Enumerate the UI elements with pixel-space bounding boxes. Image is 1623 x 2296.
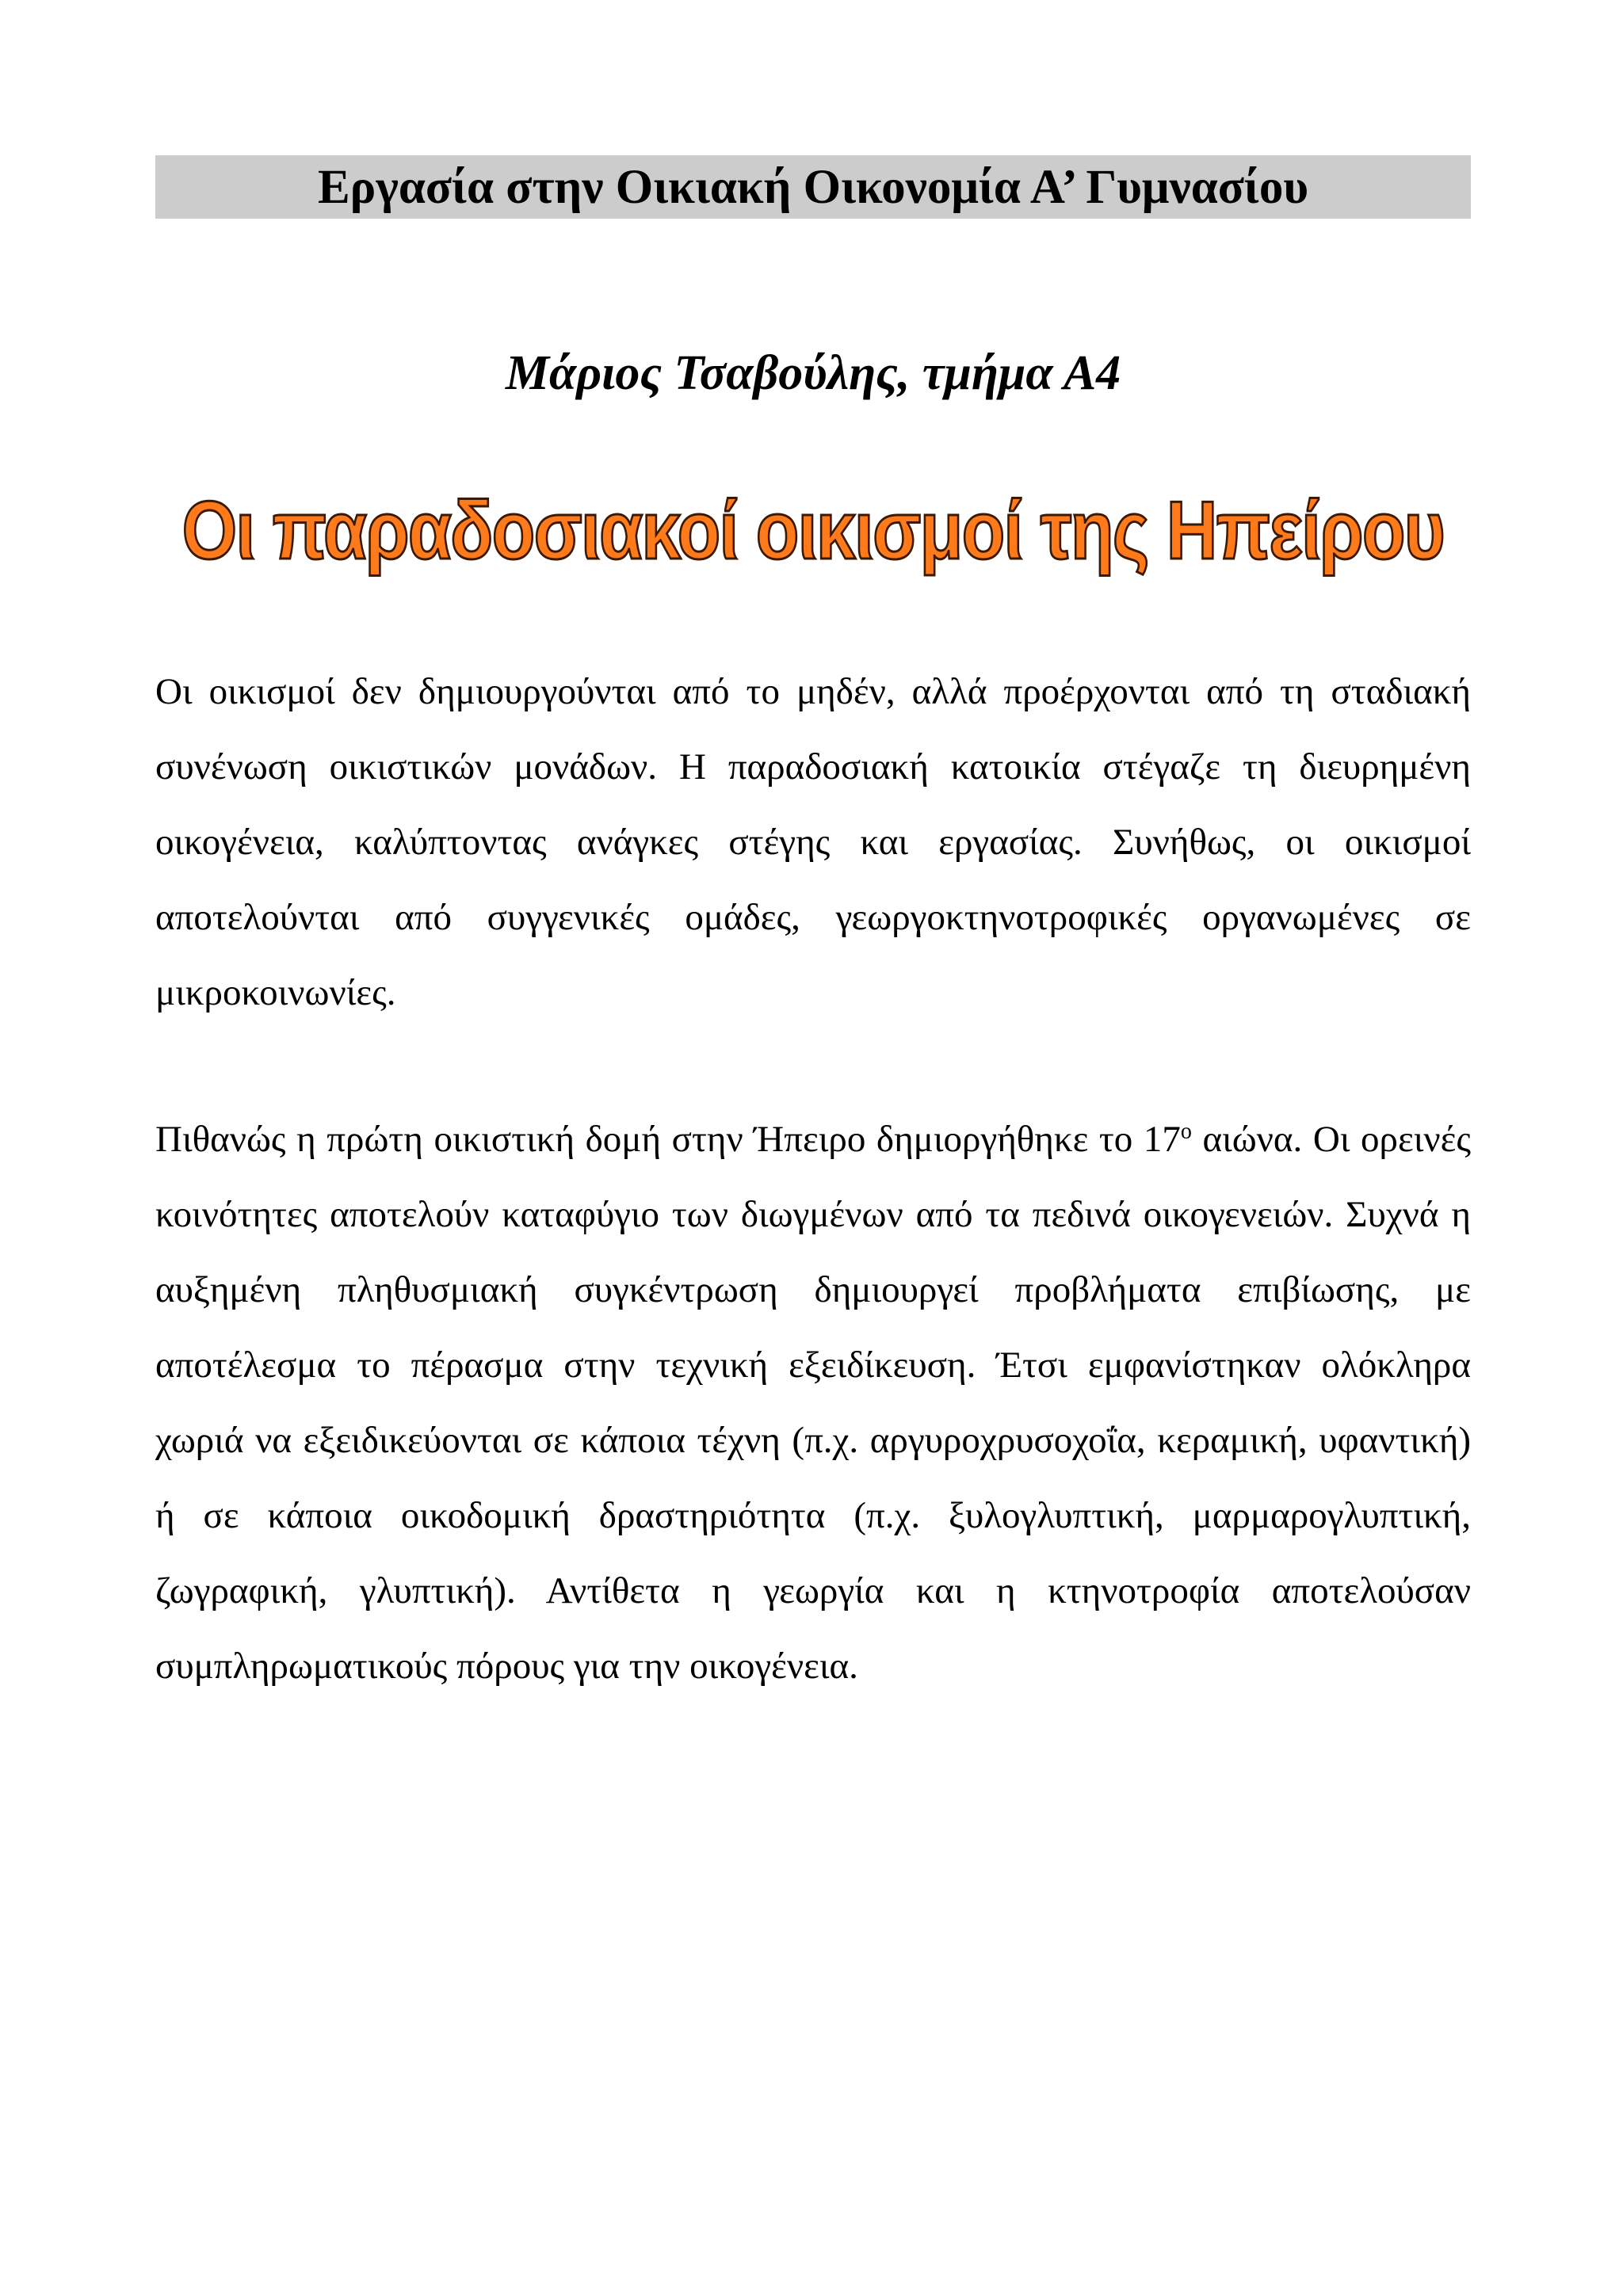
title-wordart-container [155,475,1471,586]
paragraph-2 [155,1102,1471,1704]
header-bar [155,155,1471,219]
paragraph-2-rest: αιώνα. Οι ορεινές κοινότητες αποτελούν καταφύγιο των διωγμένων από τα πεδινά οικογενειών. Συχνά η αυξημένη πληθυσμιακή συγκέντρωση δημιουργεί προβλήματα επιβίωσης, με αποτέλεσμα το πέρασμα στην τεχνική εξειδίκευση. Έτσι εμφανίστηκαν ολόκληρα χωριά να εξειδικεύονται σε κάποια τέχνη (π.χ. αργυροχρυσοχοΐα, κεραμική, υφαντική) ή σε κάποια οικοδομική δραστηριότητα (π.χ. ξυλογλυπτική, μαρμαρογλυπτική, ζωγραφική, γλυπτική). Αντίθετα η γεωργία και η κτηνοτροφία αποτελούσαν συμπληρωματικούς πόρους για την οικογένεια. [155,1119,1471,1687]
author-line: Μάριος Τσαβούλης, τμήμα Α4 [505,346,1121,400]
page-title: Οι παραδοσιακοί οικισμοί της Ηπείρου [181,485,1445,577]
century-superscript: ο [1180,1119,1192,1144]
header-title: Εργασία στην Οικιακή Οικονομία Α’ Γυμνασίου [318,160,1308,214]
paragraph-1: Οι οικισμοί δεν δημιουργούνται από το μηδέν, αλλά προέρχονται από τη σταδιακή συνένωση οικιστικών μονάδων. Η παραδοσιακή κατοικία στέγαζε τη διευρημένη οικογένεια, καλύπτοντας ανάγκες στέγης και εργασίας. Συνήθως, οι οικισμοί αποτελούνται από συγγενικές ομάδες, γεωργοκτηνοτροφικές οργανωμένες σε μικροκοινωνίες. [155,671,1471,1013]
paragraph-2-start: Πιθανώς η πρώτη οικιστική δομή στην Ήπειρο δημιοργήθηκε το 17 [155,1119,1181,1160]
